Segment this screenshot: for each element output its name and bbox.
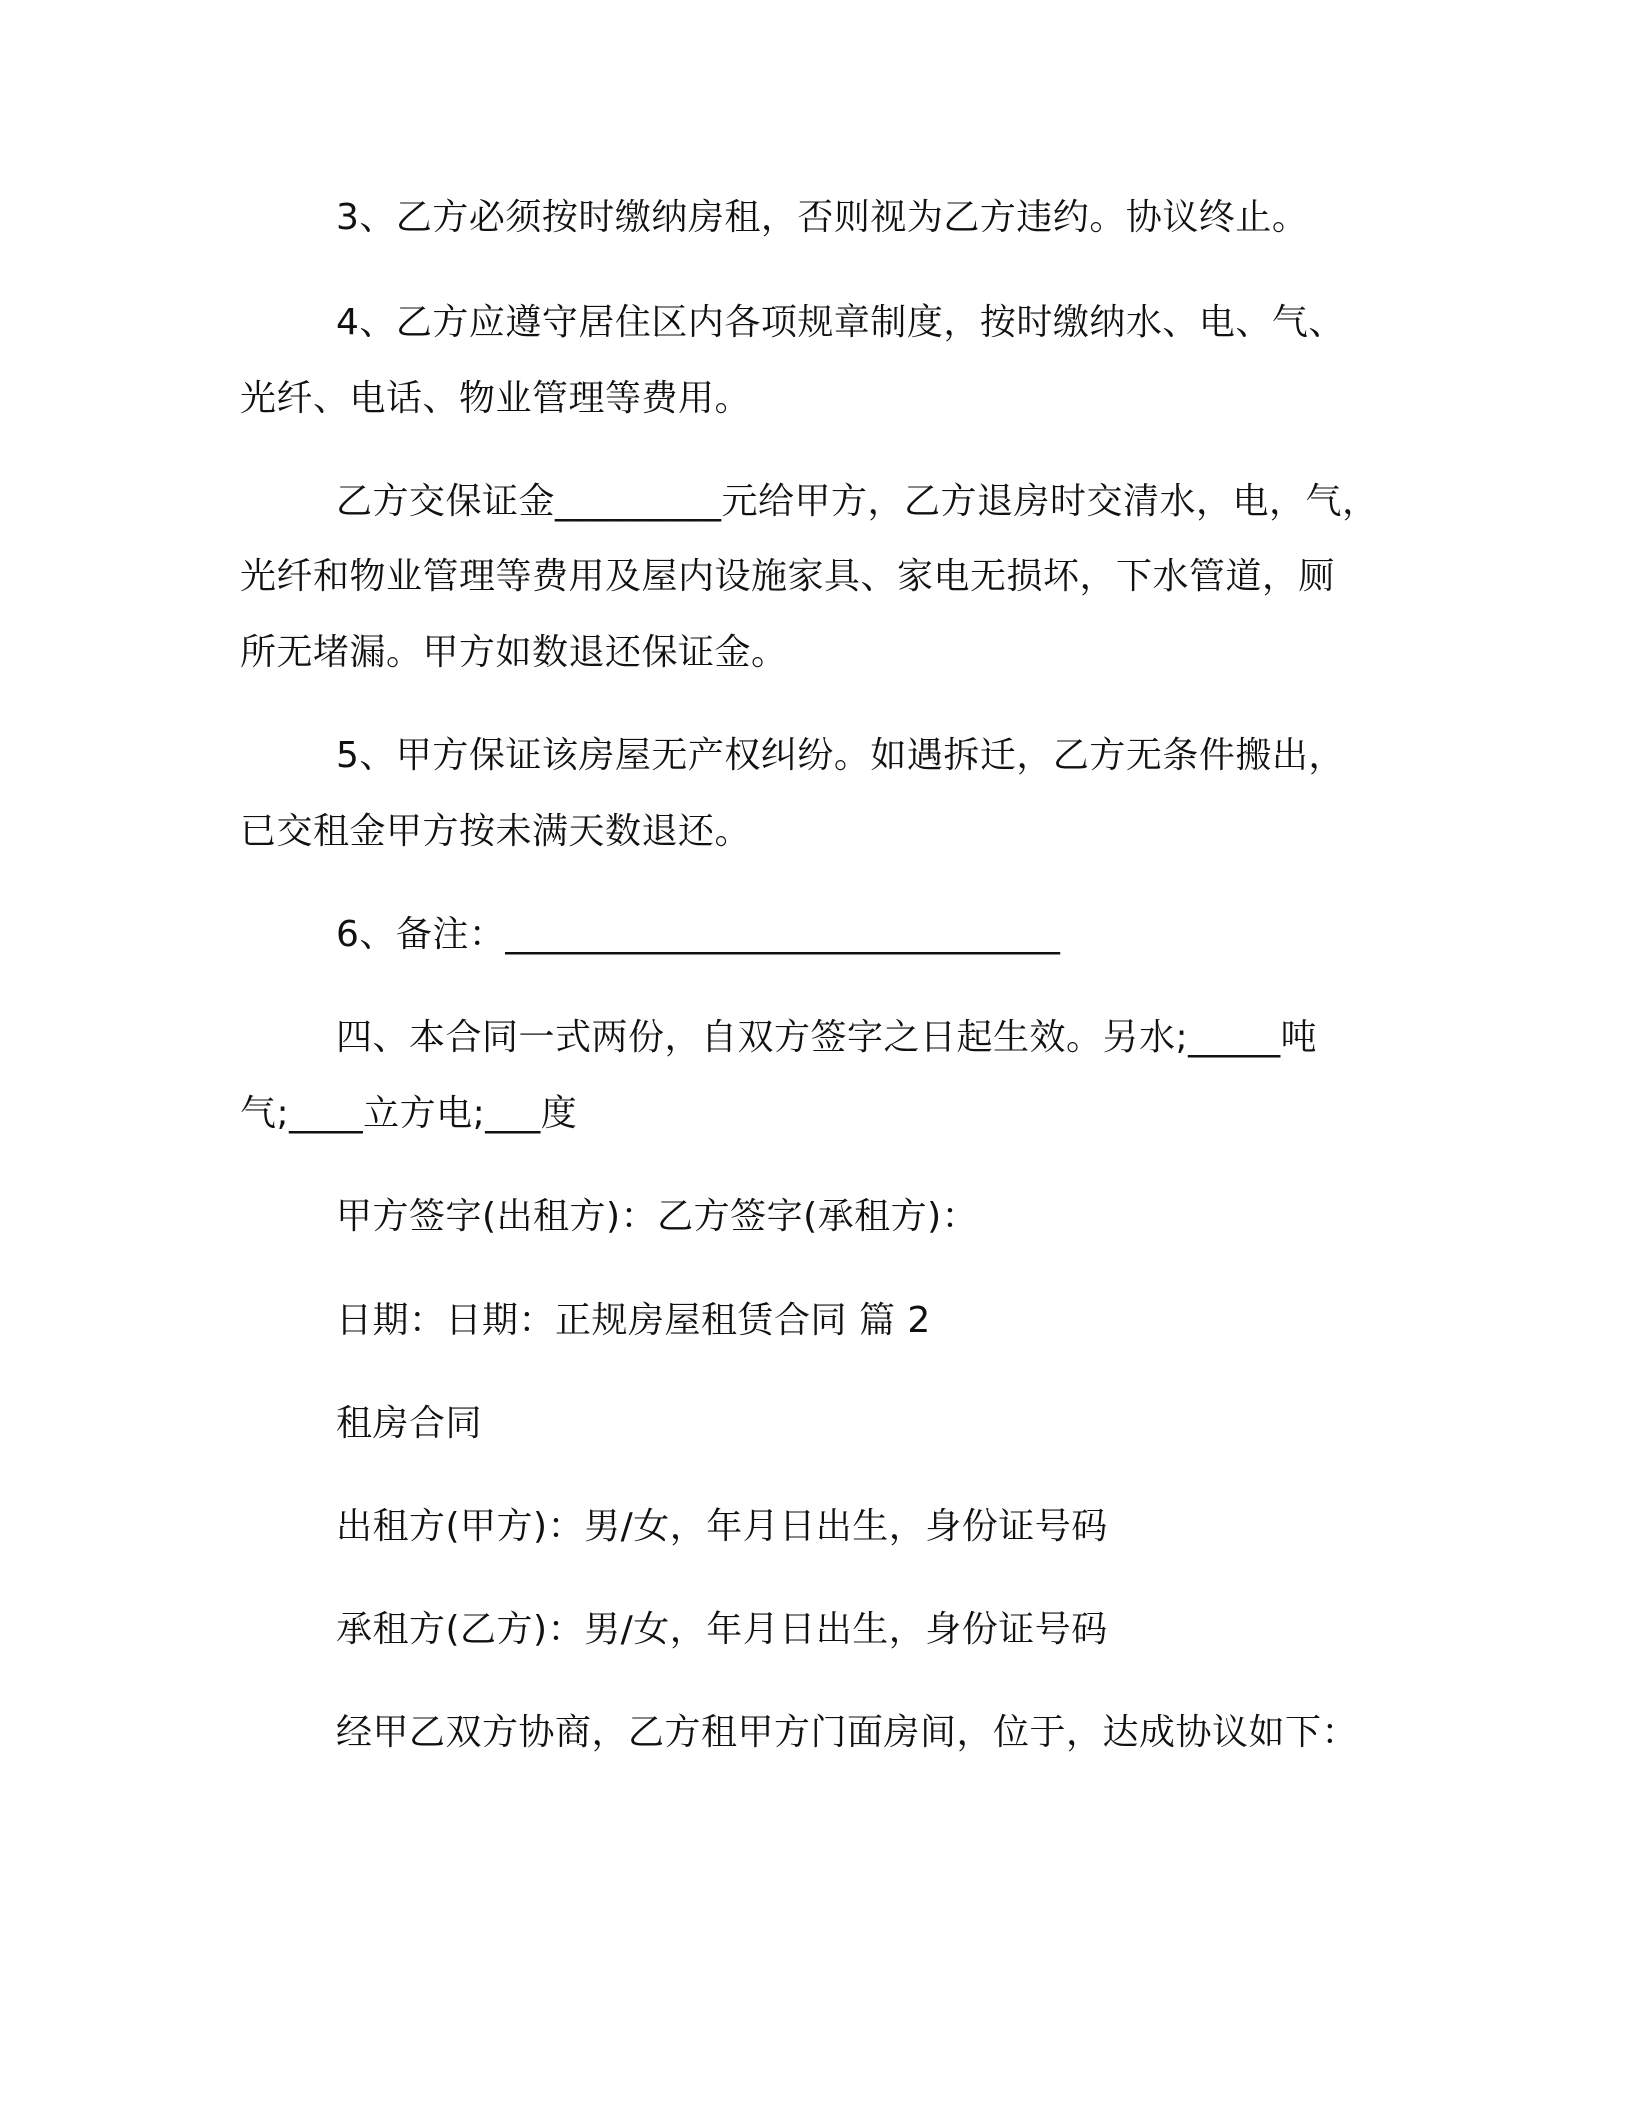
lessee-line: 承租方(乙方)：男/女，年月日出生，身份证号码	[336, 1609, 1108, 1650]
clause-3: 3、乙方必须按时缴纳房租，否则视为乙方违约。协议终止。	[336, 197, 1309, 238]
clause-4-line-1: 4、乙方应遵守居住区内各项规章制度，按时缴纳水、电、气、	[336, 302, 1345, 343]
section-4-line-1: 四、本合同一式两份，自双方签字之日起生效。另水;_____吨	[336, 1017, 1318, 1058]
deposit-line-3: 所无堵漏。甲方如数退还保证金。	[240, 632, 788, 673]
date-line: 日期：日期：正规房屋租赁合同 篇 2	[336, 1300, 931, 1341]
contract-title: 租房合同	[336, 1403, 483, 1444]
lessor-line: 出租方(甲方)：男/女，年月日出生，身份证号码	[336, 1506, 1108, 1547]
signature-line: 甲方签字(出租方)：乙方签字(承租方)：	[336, 1196, 979, 1237]
section-4-line-2: 气;____立方电;___度	[240, 1093, 578, 1134]
deposit-line-1: 乙方交保证金_________元给甲方，乙方退房时交清水，电，气，	[336, 481, 1379, 522]
agreement-intro: 经甲乙双方协商，乙方租甲方门面房间，位于，达成协议如下：	[336, 1712, 1359, 1753]
deposit-line-2: 光纤和物业管理等费用及屋内设施家具、家电无损坏，下水管道，厕	[240, 556, 1336, 597]
clause-6-remarks: 6、备注：______________________________	[336, 914, 1061, 955]
clause-5-line-1: 5、甲方保证该房屋无产权纠纷。如遇拆迁，乙方无条件搬出，	[336, 735, 1345, 776]
clause-5-line-2: 已交租金甲方按未满天数退还。	[240, 811, 752, 852]
clause-4-line-2: 光纤、电话、物业管理等费用。	[240, 378, 752, 419]
